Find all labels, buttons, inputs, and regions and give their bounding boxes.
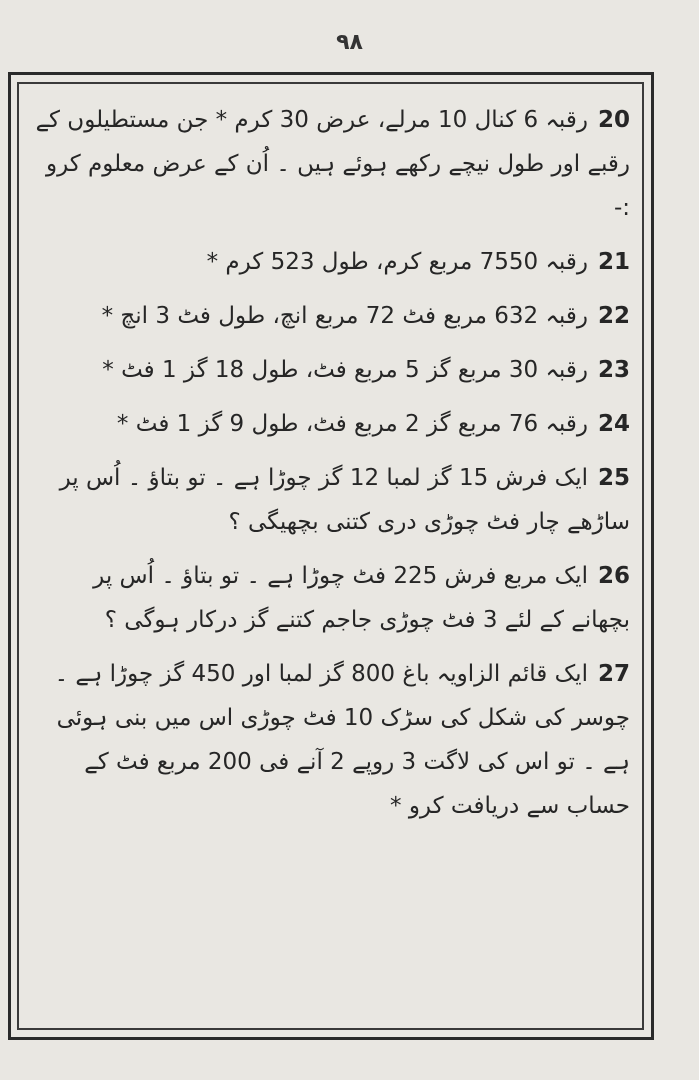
problem-number: 27 (597, 661, 630, 687)
problem-25 (30, 456, 630, 544)
problem-text: رقبہ 6 کنال 10 مرلے، عرض 30 کرم * جن مستطیلوں کے رقبے اور طول نیچے رکھے ہوئے ہیں ۔ اُن کے عرض معلوم کرو :- (35, 107, 630, 221)
problem-20 (30, 98, 630, 230)
problem-text: ایک مربع فرش 225 فٹ چوڑا ہے ۔ تو بتاؤ ۔ اُس پر بچھانے کے لئے 3 فٹ چوڑی جاجم کتنے گز درکار ہوگی ؟ (93, 563, 630, 633)
problem-number: 25 (597, 465, 630, 491)
problem-number: 26 (597, 563, 630, 589)
problem-26 (30, 554, 630, 642)
problem-text: رقبہ 7550 مربع کرم، طول 523 کرم * (206, 249, 588, 275)
problem-number: 21 (597, 249, 630, 275)
problem-23 (30, 348, 630, 392)
page-number: ٩٨ (336, 30, 363, 55)
problem-27 (30, 652, 630, 828)
problem-number: 24 (597, 411, 630, 437)
problem-24 (30, 402, 630, 446)
problem-number: 23 (597, 357, 630, 383)
problem-text: رقبہ 632 مربع فٹ 72 مربع انچ، طول فٹ 3 انچ * (101, 303, 588, 329)
problem-number: 22 (597, 303, 630, 329)
problem-22 (30, 294, 630, 338)
problem-text: رقبہ 76 مربع گز 2 مربع فٹ، طول 9 گز 1 فٹ * (116, 411, 588, 437)
problem-list (30, 98, 630, 1023)
problem-number: 20 (597, 107, 630, 133)
problem-text: رقبہ 30 مربع گز 5 مربع فٹ، طول 18 گز 1 فٹ * (102, 357, 588, 383)
problem-21 (30, 240, 630, 284)
problem-text: ایک قائم الزاویہ باغ 800 گز لمبا اور 450 گز چوڑا ہے ۔ چوسر کی شکل کی سڑک 10 فٹ چوڑی اس میں بنی ہوئی ہے ۔ تو اس کی لاگت 3 روپے 2 آنے فی 200 مربع فٹ کے حساب سے دریافت کرو * (54, 661, 630, 819)
problem-text: ایک فرش 15 گز لمبا 12 گز چوڑا ہے ۔ تو بتاؤ ۔ اُس پر ساڑھے چار فٹ چوڑی دری کتنی بچھیگی ؟ (59, 465, 630, 535)
